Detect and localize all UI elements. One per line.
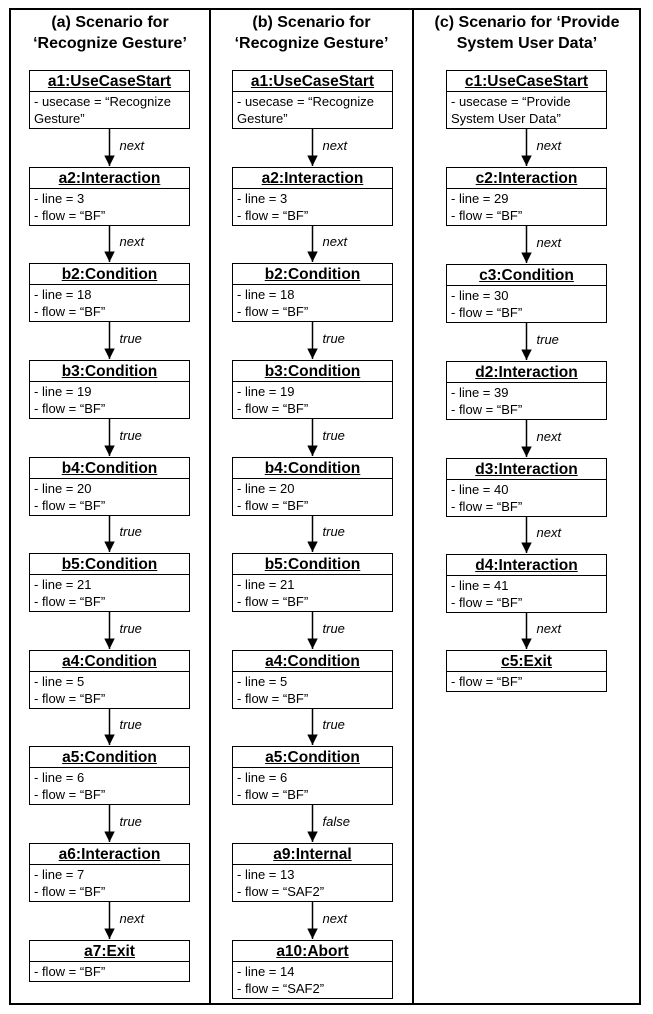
node-attribute: - line = 19 bbox=[237, 384, 295, 399]
node-attribute: - flow = “BF” bbox=[451, 402, 523, 417]
node-attribute: - line = 29 bbox=[451, 191, 509, 206]
node-attribute: - flow = “BF” bbox=[34, 208, 106, 223]
node-attribute: - flow = “BF” bbox=[451, 674, 523, 689]
node-d2 bbox=[446, 361, 607, 420]
node-d3 bbox=[446, 458, 607, 517]
edge-label-a: true bbox=[119, 620, 142, 636]
edge-label-b: true bbox=[322, 330, 345, 346]
node-attribute: - line = 41 bbox=[451, 578, 509, 593]
node-title: a5:Condition bbox=[30, 747, 189, 768]
node-attribute: - line = 6 bbox=[34, 770, 85, 785]
edge-label-b: true bbox=[322, 524, 345, 539]
node-attribute: - usecase = “Provide bbox=[451, 94, 571, 109]
node-attribute: - flow = “BF” bbox=[34, 304, 106, 319]
edge-label-a: true bbox=[119, 524, 142, 539]
node-attribute: - flow = “BF” bbox=[237, 691, 309, 706]
node-title: b2:Condition bbox=[233, 264, 392, 285]
node-title: a4:Condition bbox=[233, 651, 392, 672]
node-attribute: - flow = “BF” bbox=[34, 787, 106, 802]
node-attribute: - line = 30 bbox=[451, 288, 509, 303]
node-attribute: - flow = “BF” bbox=[237, 304, 309, 319]
node-a4 bbox=[232, 650, 393, 709]
node-attributes bbox=[233, 92, 392, 128]
node-title: b3:Condition bbox=[30, 361, 189, 382]
edge-label-b: false bbox=[322, 813, 350, 829]
edge-label-c: next bbox=[536, 525, 562, 540]
edge-label-c: next bbox=[536, 428, 562, 444]
node-a6 bbox=[29, 843, 190, 902]
node-attributes bbox=[447, 189, 606, 225]
node-attributes bbox=[233, 672, 392, 708]
node-attributes bbox=[447, 383, 606, 419]
node-attribute: - line = 20 bbox=[237, 481, 295, 496]
node-attribute: - flow = “BF” bbox=[237, 208, 309, 223]
node-title: b4:Condition bbox=[30, 458, 189, 479]
node-a4 bbox=[29, 650, 190, 709]
node-title: b4:Condition bbox=[233, 458, 392, 479]
node-attribute: - flow = “BF” bbox=[237, 594, 309, 609]
node-attributes bbox=[233, 479, 392, 515]
node-title: c3:Condition bbox=[447, 265, 606, 286]
node-title: a1:UseCaseStart bbox=[30, 71, 189, 92]
node-attribute: - flow = “BF” bbox=[451, 305, 523, 320]
node-title: b5:Condition bbox=[30, 554, 189, 575]
node-attribute: - flow = “SAF2” bbox=[237, 884, 325, 899]
node-attribute: - line = 6 bbox=[237, 770, 288, 785]
node-a1 bbox=[232, 70, 393, 129]
node-attributes bbox=[447, 672, 606, 691]
node-attribute: - usecase = “Recognize bbox=[34, 94, 171, 109]
node-title: d3:Interaction bbox=[447, 459, 606, 480]
node-attribute: - flow = “BF” bbox=[237, 498, 309, 513]
edge-label-c: next bbox=[536, 137, 562, 153]
edge-label-b: true bbox=[322, 620, 345, 636]
node-attribute: - line = 18 bbox=[34, 287, 92, 302]
node-attributes bbox=[30, 768, 189, 804]
node-attribute: - line = 5 bbox=[237, 674, 288, 689]
node-attributes bbox=[30, 672, 189, 708]
node-attributes bbox=[30, 382, 189, 418]
node-c2 bbox=[446, 167, 607, 226]
node-attribute: - line = 21 bbox=[237, 577, 295, 592]
node-attribute: - line = 13 bbox=[237, 867, 295, 882]
node-title: c5:Exit bbox=[447, 651, 606, 672]
edge-label-c: next bbox=[536, 234, 562, 250]
node-attribute: - flow = “SAF2” bbox=[237, 981, 325, 996]
edge-label-b: next bbox=[322, 910, 348, 926]
node-attribute: - line = 39 bbox=[451, 385, 509, 400]
node-attribute: - flow = “BF” bbox=[34, 691, 106, 706]
edge-label-c: next bbox=[536, 621, 562, 636]
edge-label-b: next bbox=[322, 234, 348, 249]
node-title: a7:Exit bbox=[30, 941, 189, 962]
node-attributes bbox=[447, 286, 606, 322]
node-attributes bbox=[233, 575, 392, 611]
node-attribute: - line = 3 bbox=[34, 191, 85, 206]
node-c3 bbox=[446, 264, 607, 323]
node-attributes bbox=[30, 962, 189, 981]
node-attribute: - line = 40 bbox=[451, 482, 509, 497]
node-attribute: System User Data” bbox=[451, 111, 561, 126]
node-attribute: - line = 18 bbox=[237, 287, 295, 302]
node-c5 bbox=[446, 650, 607, 692]
node-attributes bbox=[30, 189, 189, 225]
node-attribute: - line = 14 bbox=[237, 964, 295, 979]
node-b4 bbox=[29, 457, 190, 516]
node-b5 bbox=[232, 553, 393, 612]
node-attribute: Gesture” bbox=[34, 111, 85, 126]
node-d4 bbox=[446, 554, 607, 613]
node-a2 bbox=[29, 167, 190, 226]
node-a2 bbox=[232, 167, 393, 226]
node-attribute: - line = 19 bbox=[34, 384, 92, 399]
node-attributes bbox=[30, 285, 189, 321]
edge-label-a: next bbox=[119, 910, 145, 926]
edge-label-a: true bbox=[119, 427, 142, 443]
node-attributes bbox=[233, 285, 392, 321]
node-title: c1:UseCaseStart bbox=[447, 71, 606, 92]
node-title: c2:Interaction bbox=[447, 168, 606, 189]
node-attribute: - usecase = “Recognize bbox=[237, 94, 374, 109]
node-title: a10:Abort bbox=[233, 941, 392, 962]
edge-label-b: next bbox=[322, 137, 348, 153]
node-attributes bbox=[447, 576, 606, 612]
node-title: a9:Internal bbox=[233, 844, 392, 865]
node-attribute: - line = 20 bbox=[34, 481, 92, 496]
node-title: a2:Interaction bbox=[30, 168, 189, 189]
node-title: a6:Interaction bbox=[30, 844, 189, 865]
node-b3 bbox=[232, 360, 393, 419]
node-attribute: Gesture” bbox=[237, 111, 288, 126]
node-b2 bbox=[232, 263, 393, 322]
node-attributes bbox=[30, 575, 189, 611]
edge-label-a: next bbox=[119, 137, 145, 153]
node-title: a5:Condition bbox=[233, 747, 392, 768]
node-c1 bbox=[446, 70, 607, 129]
node-title: a4:Condition bbox=[30, 651, 189, 672]
column-c-title: (c) Scenario for ‘Provide System User Data’ bbox=[434, 14, 620, 52]
node-attribute: - flow = “BF” bbox=[451, 595, 523, 610]
node-attributes bbox=[447, 92, 606, 128]
node-b3 bbox=[29, 360, 190, 419]
node-attribute: - line = 21 bbox=[34, 577, 92, 592]
node-attributes bbox=[30, 865, 189, 901]
node-attribute: - flow = “BF” bbox=[237, 401, 309, 416]
node-title: d4:Interaction bbox=[447, 555, 606, 576]
node-attribute: - flow = “BF” bbox=[34, 401, 106, 416]
node-attribute: - line = 5 bbox=[34, 674, 85, 689]
node-attributes bbox=[233, 865, 392, 901]
node-b2 bbox=[29, 263, 190, 322]
node-b4 bbox=[232, 457, 393, 516]
node-attribute: - flow = “BF” bbox=[451, 499, 523, 514]
node-attributes bbox=[447, 480, 606, 516]
node-attributes bbox=[30, 92, 189, 128]
node-a9 bbox=[232, 843, 393, 902]
node-attribute: - line = 3 bbox=[237, 191, 288, 206]
column-a-title: (a) Scenario for ‘Recognize Gesture’ bbox=[33, 14, 187, 52]
node-attribute: - flow = “BF” bbox=[451, 208, 523, 223]
node-attribute: - flow = “BF” bbox=[34, 964, 106, 979]
node-attributes bbox=[233, 189, 392, 225]
column-b-title: (b) Scenario for ‘Recognize Gesture’ bbox=[234, 14, 389, 52]
node-title: b3:Condition bbox=[233, 361, 392, 382]
node-attributes bbox=[233, 768, 392, 804]
node-a7 bbox=[29, 940, 190, 982]
node-attribute: - flow = “BF” bbox=[34, 498, 106, 513]
node-attribute: - flow = “BF” bbox=[34, 884, 106, 899]
edge-label-a: next bbox=[119, 234, 145, 249]
edge-label-c: true bbox=[536, 331, 559, 347]
node-title: b5:Condition bbox=[233, 554, 392, 575]
node-title: a1:UseCaseStart bbox=[233, 71, 392, 92]
edge-label-a: true bbox=[119, 330, 142, 346]
node-attributes bbox=[233, 382, 392, 418]
edge-label-b: true bbox=[322, 427, 345, 443]
node-a1 bbox=[29, 70, 190, 129]
node-title: d2:Interaction bbox=[447, 362, 606, 383]
node-a5 bbox=[232, 746, 393, 805]
edge-label-a: true bbox=[119, 813, 142, 829]
node-attribute: - flow = “BF” bbox=[34, 594, 106, 609]
node-b5 bbox=[29, 553, 190, 612]
edge-label-b: true bbox=[322, 717, 345, 732]
node-attributes bbox=[30, 479, 189, 515]
node-attributes bbox=[233, 962, 392, 998]
node-title: a2:Interaction bbox=[233, 168, 392, 189]
node-attribute: - flow = “BF” bbox=[237, 787, 309, 802]
edge-label-a: true bbox=[119, 717, 142, 732]
node-a5 bbox=[29, 746, 190, 805]
node-attribute: - line = 7 bbox=[34, 867, 85, 882]
node-title: b2:Condition bbox=[30, 264, 189, 285]
node-a10 bbox=[232, 940, 393, 999]
